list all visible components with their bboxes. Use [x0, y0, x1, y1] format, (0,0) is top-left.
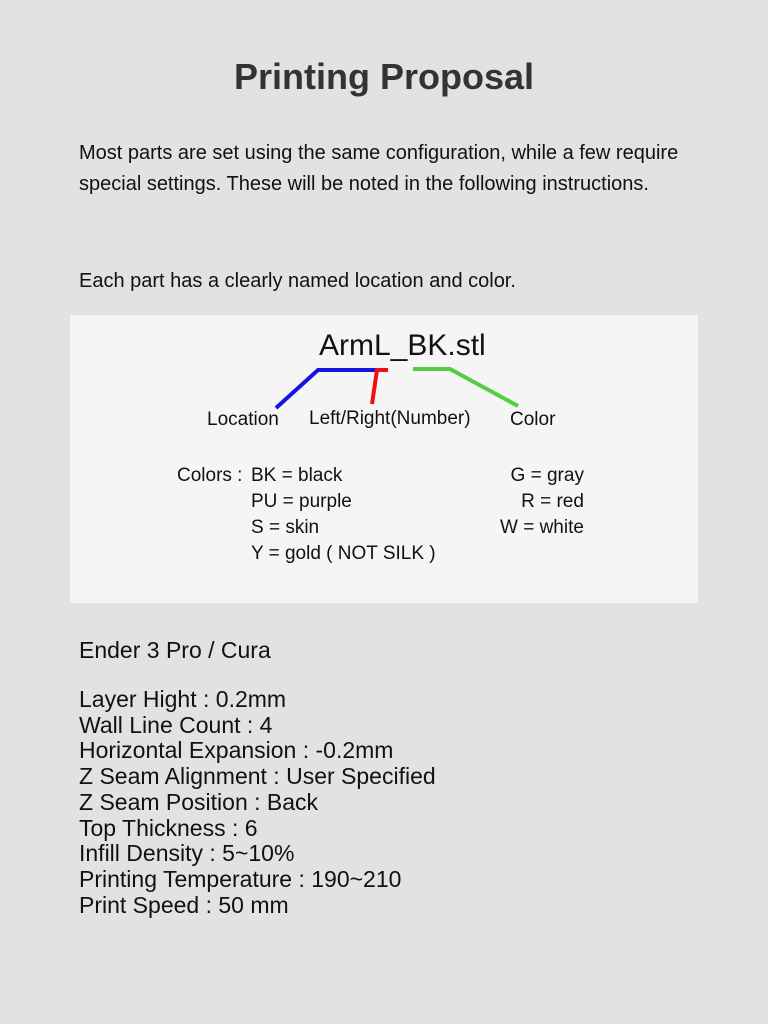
setting-row: Top Thickness : 6: [79, 814, 258, 841]
color-code-item: BK = black: [251, 465, 343, 486]
setting-row: Z Seam Alignment : User Specified: [79, 763, 436, 790]
setting-row: Print Speed : 50 mm: [79, 891, 289, 918]
color-connector-line: [413, 369, 518, 406]
colors-heading: Colors :: [177, 465, 243, 486]
setting-row: Infill Density : 5~10%: [79, 840, 295, 867]
colors-right-list: [500, 463, 584, 541]
color-code-item: R = red: [521, 491, 584, 512]
setting-row: Z Seam Position : Back: [79, 788, 319, 815]
intro-line: Most parts are set using the same configuration, while a few require: [79, 142, 679, 164]
naming-intro-text: Each part has a clearly named location and color.: [79, 270, 516, 292]
setting-row: Horizontal Expansion : -0.2mm: [79, 737, 394, 764]
color-label: Color: [510, 409, 556, 430]
naming-diagram-panel: [70, 315, 698, 603]
print-settings: [79, 635, 436, 918]
setting-row: Layer Hight : 0.2mm: [79, 686, 287, 712]
setting-row: Printing Temperature : 190~210: [79, 865, 402, 892]
printer-and-slicer: Ender 3 Pro / Cura: [79, 637, 271, 663]
intro-line: special settings. These will be noted in the following instructions.: [79, 173, 649, 195]
side-connector-line: [372, 370, 388, 404]
location-connector-line: [276, 370, 376, 408]
intro-paragraph: [79, 138, 719, 200]
setting-row: Wall Line Count : 4: [79, 711, 273, 738]
colors-left-list: [251, 463, 436, 567]
example-filename: ArmL_BK.stl: [319, 329, 486, 362]
side-label: Left/Right(Number): [309, 408, 471, 429]
color-code-item: Y = gold ( NOT SILK ): [251, 543, 436, 564]
color-code-item: S = skin: [251, 517, 320, 538]
color-code-item: G = gray: [510, 465, 584, 486]
page-title: Printing Proposal: [233, 56, 535, 97]
color-code-item: PU = purple: [251, 491, 352, 512]
color-code-item: W = white: [500, 517, 584, 538]
location-label: Location: [207, 409, 279, 430]
